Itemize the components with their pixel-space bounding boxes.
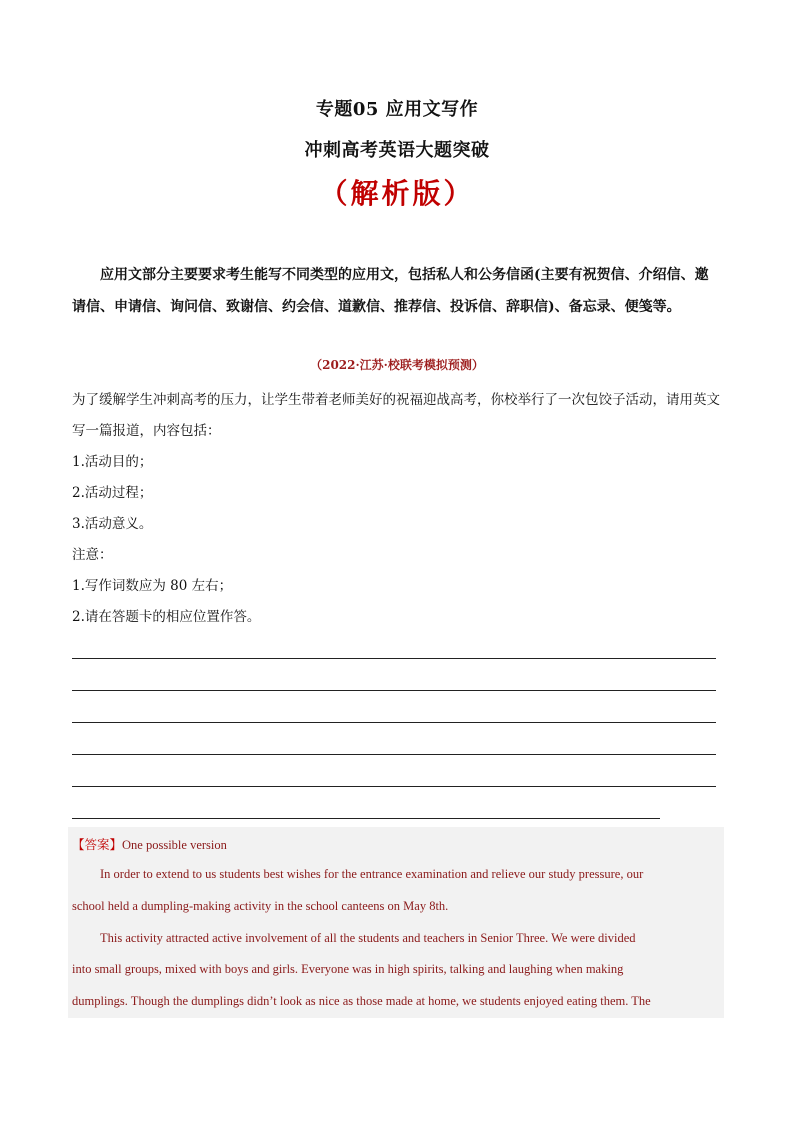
answer-blank-line	[72, 690, 716, 691]
answer-tag: 【答案】	[72, 838, 123, 852]
prompt-item: 3.活动意义。	[72, 516, 153, 532]
prompt-item: 2.活动过程；	[72, 485, 153, 501]
answer-blank-line	[72, 754, 716, 755]
topic-title: 专题05 应用文写作	[315, 99, 479, 120]
note-item: 2.请在答题卡的相应位置作答。	[72, 609, 261, 625]
answer-blank-line	[72, 722, 716, 723]
prompt-text: 为了缓解学生冲刺高考的压力，让学生带着老师美好的祝福迎战高考，你校举行了一次包饺子活动，请用英文写一篇报道，内容包括：	[72, 392, 720, 439]
answer-line-text: dumplings. Though the dumplings didn’t look as nice as those made at home, we students enjoyed eating them. The	[72, 994, 651, 1008]
answer-blank-line	[72, 818, 660, 819]
edition-title: （解析版）	[319, 177, 475, 210]
notes-label: 注意：	[72, 547, 113, 563]
question-prompt	[72, 385, 722, 633]
answer-blank-line	[72, 786, 716, 787]
answer-label: One possible version	[122, 838, 227, 852]
prompt-item: 1.活动目的；	[72, 454, 153, 470]
answer-line-text: school held a dumpling-making activity in the school canteens on May 8th.	[72, 899, 449, 913]
answer-line-text: This activity attracted active involvement of all the students and teachers in Senior Three. We were divided	[100, 931, 636, 945]
answer-line-text: into small groups, mixed with boys and girls. Everyone was in high spirits, talking and laughing when making	[72, 962, 624, 976]
answer-header	[72, 835, 227, 853]
intro-paragraph: 应用文部分主要要求考生能写不同类型的应用文，包括私人和公务信函(主要有祝贺信、介绍信、邀请信、申请信、询问信、致谢信、约会信、道歉信、推荐信、投诉信、辞职信)、备忘录、便笺等。	[72, 267, 709, 315]
question-source: （2022·江苏·校联考模拟预测）	[310, 358, 484, 372]
answer-section	[68, 827, 724, 1018]
answer-blank-line	[72, 658, 716, 659]
note-item: 1.写作词数应为 80 左右；	[72, 578, 233, 594]
series-title: 冲刺高考英语大题突破	[304, 140, 490, 161]
answer-line-text: In order to extend to us students best wishes for the entrance examination and relieve our study pressure, our	[100, 867, 644, 881]
